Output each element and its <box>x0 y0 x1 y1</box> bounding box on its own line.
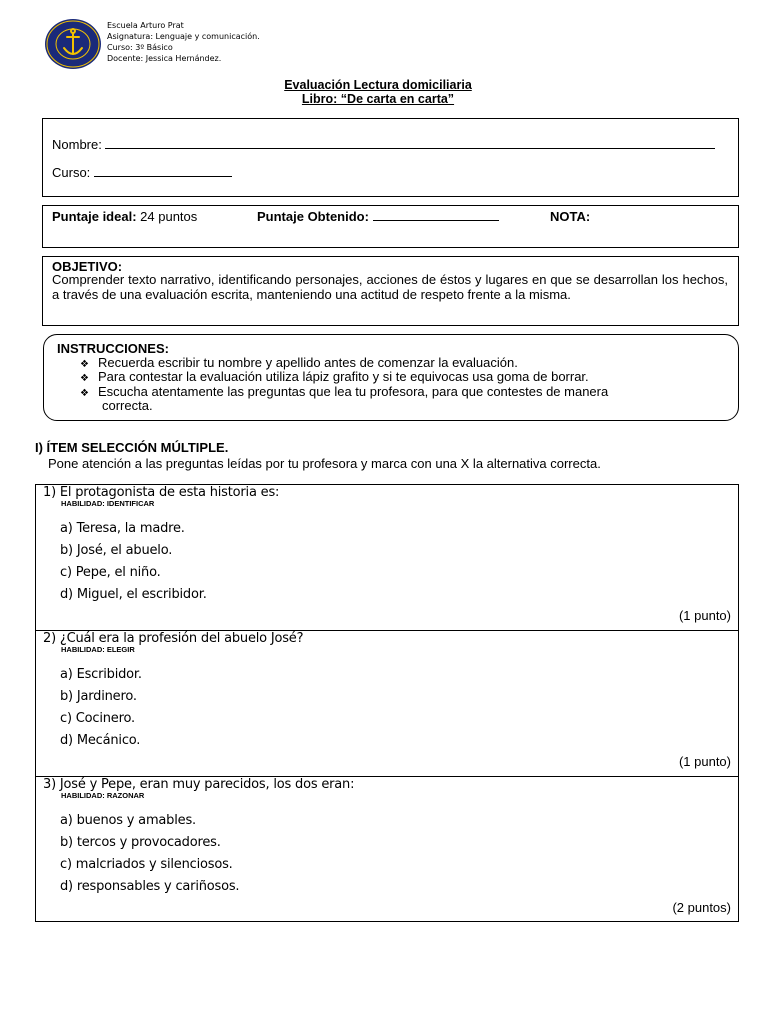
option-d[interactable]: d) Miguel, el escribidor. <box>60 587 207 602</box>
grade-label: NOTA: <box>550 209 591 224</box>
question-text: 3) José y Pepe, eran muy parecidos, los dos eran: <box>43 777 355 792</box>
objective-text: Comprender texto narrativo, identificando personajes, acciones de éstos y lugares en que se desarrollan los hechos, a través de una evaluación escrita, manteniendo una actitud de respeto frente a la misma. <box>52 272 728 302</box>
option-d[interactable]: d) responsables y cariñosos. <box>60 879 240 894</box>
name-field[interactable] <box>105 147 715 149</box>
section-title: I) ÍTEM SELECCIÓN MÚLTIPLE. <box>35 440 229 455</box>
ideal-value: 24 puntos <box>140 209 198 224</box>
question-text: 1) El protagonista de esta historia es: <box>43 485 280 500</box>
course-row <box>52 165 232 180</box>
skill-label: HABILIDAD: RAZONAR <box>61 791 145 800</box>
diamond-bullet-icon: ❖ <box>80 359 89 370</box>
option-b[interactable]: b) José, el abuelo. <box>60 543 173 558</box>
points-label: (2 puntos) <box>672 900 731 915</box>
instruction-item-continued: correcta. <box>102 398 153 413</box>
section-subtitle: Pone atención a las preguntas leídas por tu profesora y marca con una X la alternativa correcta. <box>48 456 601 471</box>
question-3 <box>35 776 739 922</box>
subject: Asignatura: Lenguaje y comunicación. <box>107 32 260 41</box>
book-title: Libro: “De carta en carta” <box>301 92 455 106</box>
diamond-bullet-icon: ❖ <box>80 388 89 399</box>
question-text: 2) ¿Cuál era la profesión del abuelo José? <box>43 631 304 646</box>
option-b[interactable]: b) Jardinero. <box>60 689 137 704</box>
name-label: Nombre: <box>52 137 102 152</box>
points-label: (1 punto) <box>678 608 731 623</box>
course-field[interactable] <box>94 175 232 177</box>
option-a[interactable]: a) Teresa, la madre. <box>60 521 185 536</box>
option-a[interactable]: a) Escribidor. <box>60 667 142 682</box>
instructions-label: INSTRUCCIONES: <box>57 341 169 356</box>
score-box <box>42 205 739 248</box>
obtained-score <box>257 209 499 224</box>
school-info <box>107 20 260 64</box>
obtained-field[interactable] <box>373 219 499 221</box>
course: Curso: 3º Básico <box>107 43 173 52</box>
obtained-label: Puntaje Obtenido: <box>257 209 369 224</box>
ideal-label: Puntaje ideal: <box>52 209 137 224</box>
option-b[interactable]: b) tercos y provocadores. <box>60 835 221 850</box>
school-name: Escuela Arturo Prat <box>107 21 184 30</box>
student-box <box>42 118 739 197</box>
skill-label: HABILIDAD: IDENTIFICAR <box>61 499 155 508</box>
question-2 <box>35 630 739 776</box>
instruction-item: ❖ Recuerda escribir tu nombre y apellido antes de comenzar la evaluación. <box>80 355 518 370</box>
diamond-bullet-icon: ❖ <box>80 373 89 384</box>
option-c[interactable]: c) malcriados y silenciosos. <box>60 857 233 872</box>
points-label: (1 punto) <box>678 754 731 769</box>
objective-label: OBJETIVO: <box>52 259 123 274</box>
page-title: Evaluación Lectura domiciliaria <box>284 78 472 92</box>
option-d[interactable]: d) Mecánico. <box>60 733 141 748</box>
ideal-score <box>52 209 197 224</box>
name-row <box>52 137 715 152</box>
instruction-item: ❖ Para contestar la evaluación utiliza lápiz grafito y si te equivocas usa goma de borrar. <box>80 369 589 384</box>
option-a[interactable]: a) buenos y amables. <box>60 813 196 828</box>
course-label: Curso: <box>52 165 91 180</box>
option-c[interactable]: c) Pepe, el niño. <box>60 565 161 580</box>
skill-label: HABILIDAD: ELEGIR <box>61 645 135 654</box>
option-c[interactable]: c) Cocinero. <box>60 711 135 726</box>
school-logo <box>44 18 102 70</box>
question-1 <box>35 484 739 630</box>
instruction-item: ❖ Escucha atentamente las preguntas que lea tu profesora, para que contestes de manera <box>80 384 609 399</box>
teacher: Docente: Jessica Hernández. <box>107 54 222 63</box>
